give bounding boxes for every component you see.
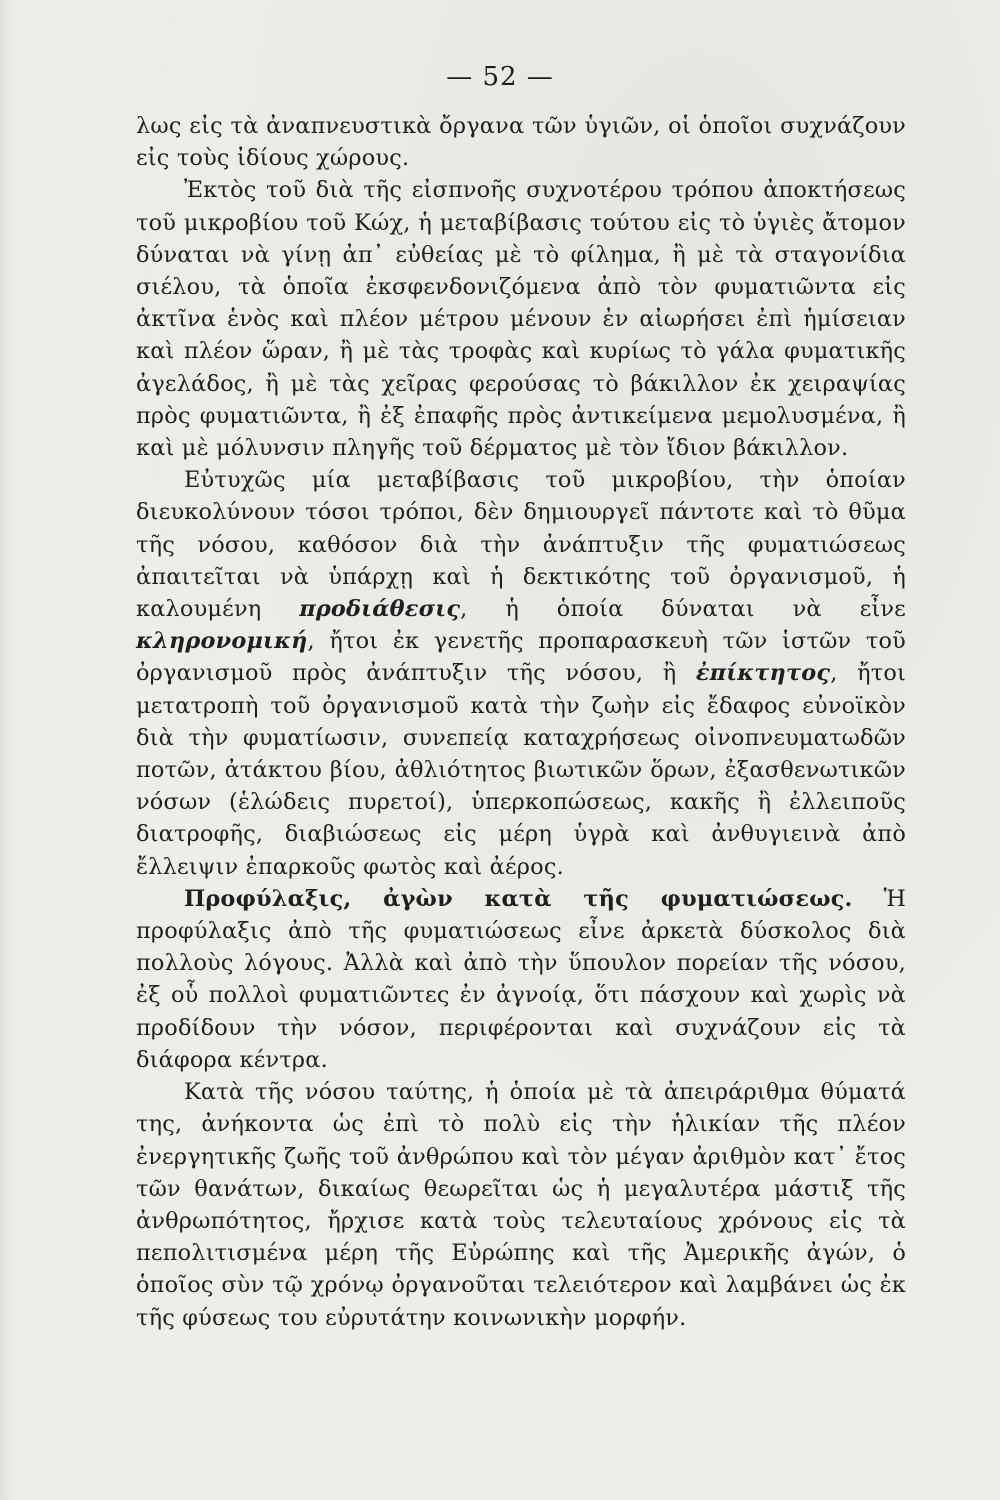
paragraph-3-part-d: , ἤτοι μετατροπὴ τοῦ ὀργανισμοῦ κατὰ τὴν ζωὴν εἰς ἔδαφος εὐνοϊκὸν διὰ τὴν φυματίωσιν, συνεπείᾳ καταχρήσεως οἰνοπνευματωδῶν ποτῶν, ἀτάκτου βίου, ἀθλιότητος βιωτικῶν ὅρων, ἐξασθενωτικῶν νόσων (ἑλώδεις πυρετοί), ὑπερκοπώσεως, κακῆς ἢ ἐλλειποῦς διατροφῆς, διαβιώσεως εἰς μέρη ὑγρὰ καὶ ἀνθυγιεινὰ ἀπὸ ἔλλειψιν ἐπαρκοῦς φωτὸς καὶ ἀέρος.	[136, 660, 907, 880]
paragraph-1: λως εἰς τὰ ἀναπνευστικὰ ὄργανα τῶν ὑγιῶν, οἱ ὁποῖοι συχνάζουν εἰς τοὺς ἰδίους χώρους.	[136, 113, 906, 172]
section-heading: Προφύλαξις, ἀγὼν κατὰ τῆς φυματιώσεως.	[184, 885, 853, 912]
paragraph-5: Κατὰ τῆς νόσου ταύτης, ἡ ὁποία μὲ τὰ ἀπειράριθμα θύματά της, ἀνήκοντα ὡς ἐπὶ τὸ πολὺ εἰς τὴν ἡλικίαν τῆς πλέον ἐνεργητικῆς ζωῆς τοῦ ἀνθρώπου καὶ τὸν μέγαν ἀριθμὸν κατ᾽ ἔτος τῶν θανάτων, δικαίως θεωρεῖται ὡς ἡ μεγαλυτέρα μάστιξ τῆς ἀνθρωπότητος, ἤρχισε κατὰ τοὺς τελευταίους χρόνους εἰς τὰ πεπολιτισμένα μέρη τῆς Εὐρώπης καὶ τῆς Ἀμερικῆς ἀγών, ὁ ὁποῖος σὺν τῷ χρόνῳ ὀργανοῦται τελειότερον καὶ λαμβάνει ὡς ἐκ τῆς φύσεως του εὐρυτάτην κοινωνικὴν μορφήν.	[136, 1079, 906, 1331]
paragraph-4	[136, 883, 906, 1076]
paragraph-2: Ἐκτὸς τοῦ διὰ τῆς εἰσπνοῆς συχνοτέρου τρόπου ἀποκτήσεως τοῦ μικροβίου τοῦ Κώχ, ἡ μεταβίβασις τούτου εἰς τὸ ὑγιὲς ἄτομον δύναται νὰ γίνῃ ἀπ᾽ εὐθείας μὲ τὸ φίλημα, ἢ μὲ τὰ σταγονίδια σιέλου, τὰ ὁποῖα ἐκσφενδονιζόμενα ἀπὸ τὸν φυματιῶντα εἰς ἀκτῖνα ἑνὸς καὶ πλέον μέτρου μένουν ἐν αἰωρήσει ἐπὶ ἡμίσειαν καὶ πλέον ὥραν, ἢ μὲ τὰς τροφὰς καὶ κυρίως τὸ γάλα φυματικῆς ἀγελάδος, ἢ μὲ τὰς χεῖρας φερούσας τὸ βάκιλλον ἐκ χειραψίας πρὸς φυματιῶντα, ἢ ἐξ ἐπαφῆς πρὸς ἀντικείμενα μεμολυσμένα, ἢ καὶ μὲ μόλυνσιν πληγῆς τοῦ δέρματος μὲ τὸν ἴδιον βάκιλλον.	[136, 177, 906, 462]
paragraph-3-part-b: , ἡ ὁποία δύναται νὰ εἶνε	[460, 596, 906, 623]
paragraph-3-part-a: Εὐτυχῶς μία μεταβίβασις τοῦ μικροβίου, τὴν ὁποίαν διευκολύνουν τόσοι τρόποι, δὲν δημιουργεῖ πάντοτε καὶ τὸ θῦμα τῆς νόσου, καθόσον διὰ τὴν ἀνάπτυξιν τῆς φυματιώσεως ἀπαιτεῖται νὰ ὑπάρχῃ καὶ ἡ δεκτικότης τοῦ ὀργανισμοῦ, ἡ καλουμένη	[136, 467, 906, 623]
paragraph-4-body: Ἡ προφύλαξις ἀπὸ τῆς φυματιώσεως εἶνε ἀρκετὰ δύσκολος διὰ πολλοὺς λόγους. Ἀλλὰ καὶ ἀπὸ τὴν ὕπουλον πορείαν τῆς νόσου, ἐξ οὗ πολλοὶ φυματιῶντες ἐν ἀγνοίᾳ, ὅτι πάσχουν καὶ χωρὶς νὰ προδίδουν τὴν νόσον, περιφέρονται καὶ συχνάζουν εἰς τὰ διάφορα κέντρα.	[136, 885, 907, 1073]
body-text	[136, 110, 906, 1334]
term-hereditary: κληρονομική	[136, 628, 308, 655]
paragraph-3-part-c: , ἤτοι ἐκ γενετῆς προπαρασκευὴ τῶν ἱστῶν τοῦ ὀργανισμοῦ πρὸς ἀνάπτυξιν τῆς νόσου, ἢ	[136, 628, 906, 687]
term-acquired: ἐπίκτητος	[695, 660, 831, 687]
term-predisposition: προδιάθεσις	[299, 596, 461, 623]
page-number: — 52 —	[446, 62, 554, 92]
paragraph-3	[136, 464, 906, 883]
